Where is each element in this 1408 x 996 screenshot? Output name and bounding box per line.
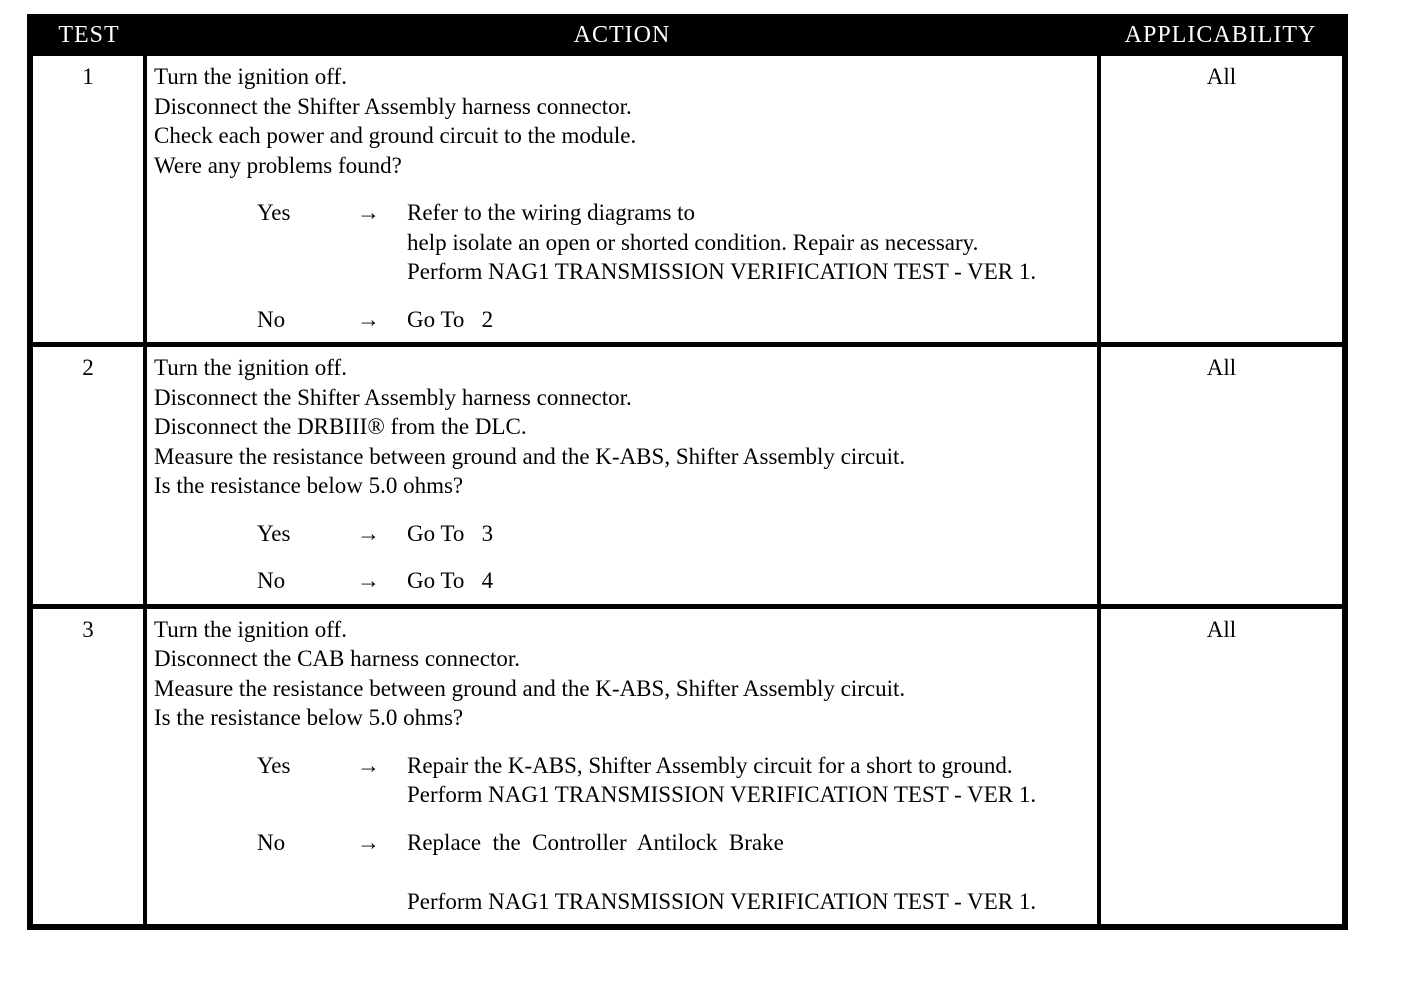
yes-label: Yes bbox=[257, 752, 291, 778]
table-row bbox=[33, 56, 1342, 342]
result-line: help isolate an open or shorted condition. Repair as necessary. bbox=[407, 229, 979, 255]
table-row bbox=[33, 609, 1342, 925]
arrow-right-icon: → bbox=[357, 200, 380, 225]
applicability-value: All bbox=[1101, 347, 1342, 604]
arrow-right-icon: → bbox=[357, 306, 380, 332]
arrow-right-icon: → bbox=[357, 568, 380, 593]
no-result bbox=[407, 305, 1091, 335]
no-label: No bbox=[257, 829, 286, 855]
applicability-value: All bbox=[1101, 609, 1342, 925]
yes-result bbox=[407, 198, 1091, 287]
result-line: Perform NAG1 TRANSMISSION VERIFICATION TEST - VER 1. bbox=[407, 888, 1037, 914]
applicability-value: All bbox=[1101, 56, 1342, 342]
result-line: Perform NAG1 TRANSMISSION VERIFICATION TEST - VER 1. bbox=[407, 782, 1037, 807]
result-line: Replace the Controller Antilock Brake bbox=[407, 829, 784, 855]
result-line-blank bbox=[407, 857, 1091, 887]
yes-result bbox=[407, 751, 1091, 810]
action-step: Disconnect the Shifter Assembly harness connector. bbox=[154, 384, 632, 410]
test-number: 2 bbox=[33, 347, 143, 604]
action-cell bbox=[147, 347, 1097, 604]
action-step: Disconnect the DRBIII® from the DLC. bbox=[154, 414, 527, 439]
header-action: ACTION bbox=[573, 21, 671, 48]
action-step: Turn the ignition off. bbox=[154, 64, 347, 89]
yes-option bbox=[154, 198, 1091, 287]
yes-result bbox=[407, 519, 1091, 549]
result-line: Perform NAG1 TRANSMISSION VERIFICATION TEST - VER 1. bbox=[407, 259, 1037, 284]
arrow-right-icon: → bbox=[357, 752, 380, 778]
action-step: Were any problems found? bbox=[154, 152, 402, 178]
no-option bbox=[154, 305, 1091, 335]
no-label: No bbox=[257, 306, 286, 332]
action-cell bbox=[147, 56, 1097, 342]
no-option bbox=[154, 566, 1091, 596]
action-step: Turn the ignition off. bbox=[154, 355, 347, 380]
action-step: Measure the resistance between ground and the K-ABS, Shifter Assembly circuit. bbox=[154, 675, 906, 701]
result-line: Repair the K-ABS, Shifter Assembly circuit for a short to ground. bbox=[407, 752, 1013, 778]
diagnostic-table bbox=[27, 14, 1348, 930]
action-step: Disconnect the CAB harness connector. bbox=[154, 646, 520, 671]
result-line: Go To 2 bbox=[407, 306, 494, 332]
table-row bbox=[33, 347, 1342, 604]
action-step: Check each power and ground circuit to the module. bbox=[154, 123, 637, 148]
yes-option bbox=[154, 751, 1091, 810]
action-step: Measure the resistance between ground and the K-ABS, Shifter Assembly circuit. bbox=[154, 443, 906, 469]
header-applicability: APPLICABILITY bbox=[1124, 21, 1317, 48]
result-line: Go To 3 bbox=[407, 520, 494, 546]
arrow-right-icon: → bbox=[357, 520, 380, 546]
result-line: Go To 4 bbox=[407, 568, 494, 593]
arrow-right-icon: → bbox=[357, 829, 380, 855]
header-test: TEST bbox=[58, 21, 120, 48]
action-cell bbox=[147, 609, 1097, 925]
action-step: Is the resistance below 5.0 ohms? bbox=[154, 473, 464, 498]
test-number: 3 bbox=[33, 609, 143, 925]
yes-label: Yes bbox=[257, 520, 291, 546]
no-result bbox=[407, 828, 1091, 917]
yes-label: Yes bbox=[257, 200, 291, 225]
action-step: Is the resistance below 5.0 ohms? bbox=[154, 705, 464, 730]
no-option bbox=[154, 828, 1091, 917]
no-label: No bbox=[257, 568, 286, 593]
yes-option bbox=[154, 519, 1091, 549]
action-step: Turn the ignition off. bbox=[154, 616, 347, 642]
table-header bbox=[33, 14, 1342, 56]
result-line: Refer to the wiring diagrams to bbox=[407, 200, 696, 225]
no-result bbox=[407, 566, 1091, 596]
test-number: 1 bbox=[33, 56, 143, 342]
action-step: Disconnect the Shifter Assembly harness connector. bbox=[154, 93, 632, 119]
